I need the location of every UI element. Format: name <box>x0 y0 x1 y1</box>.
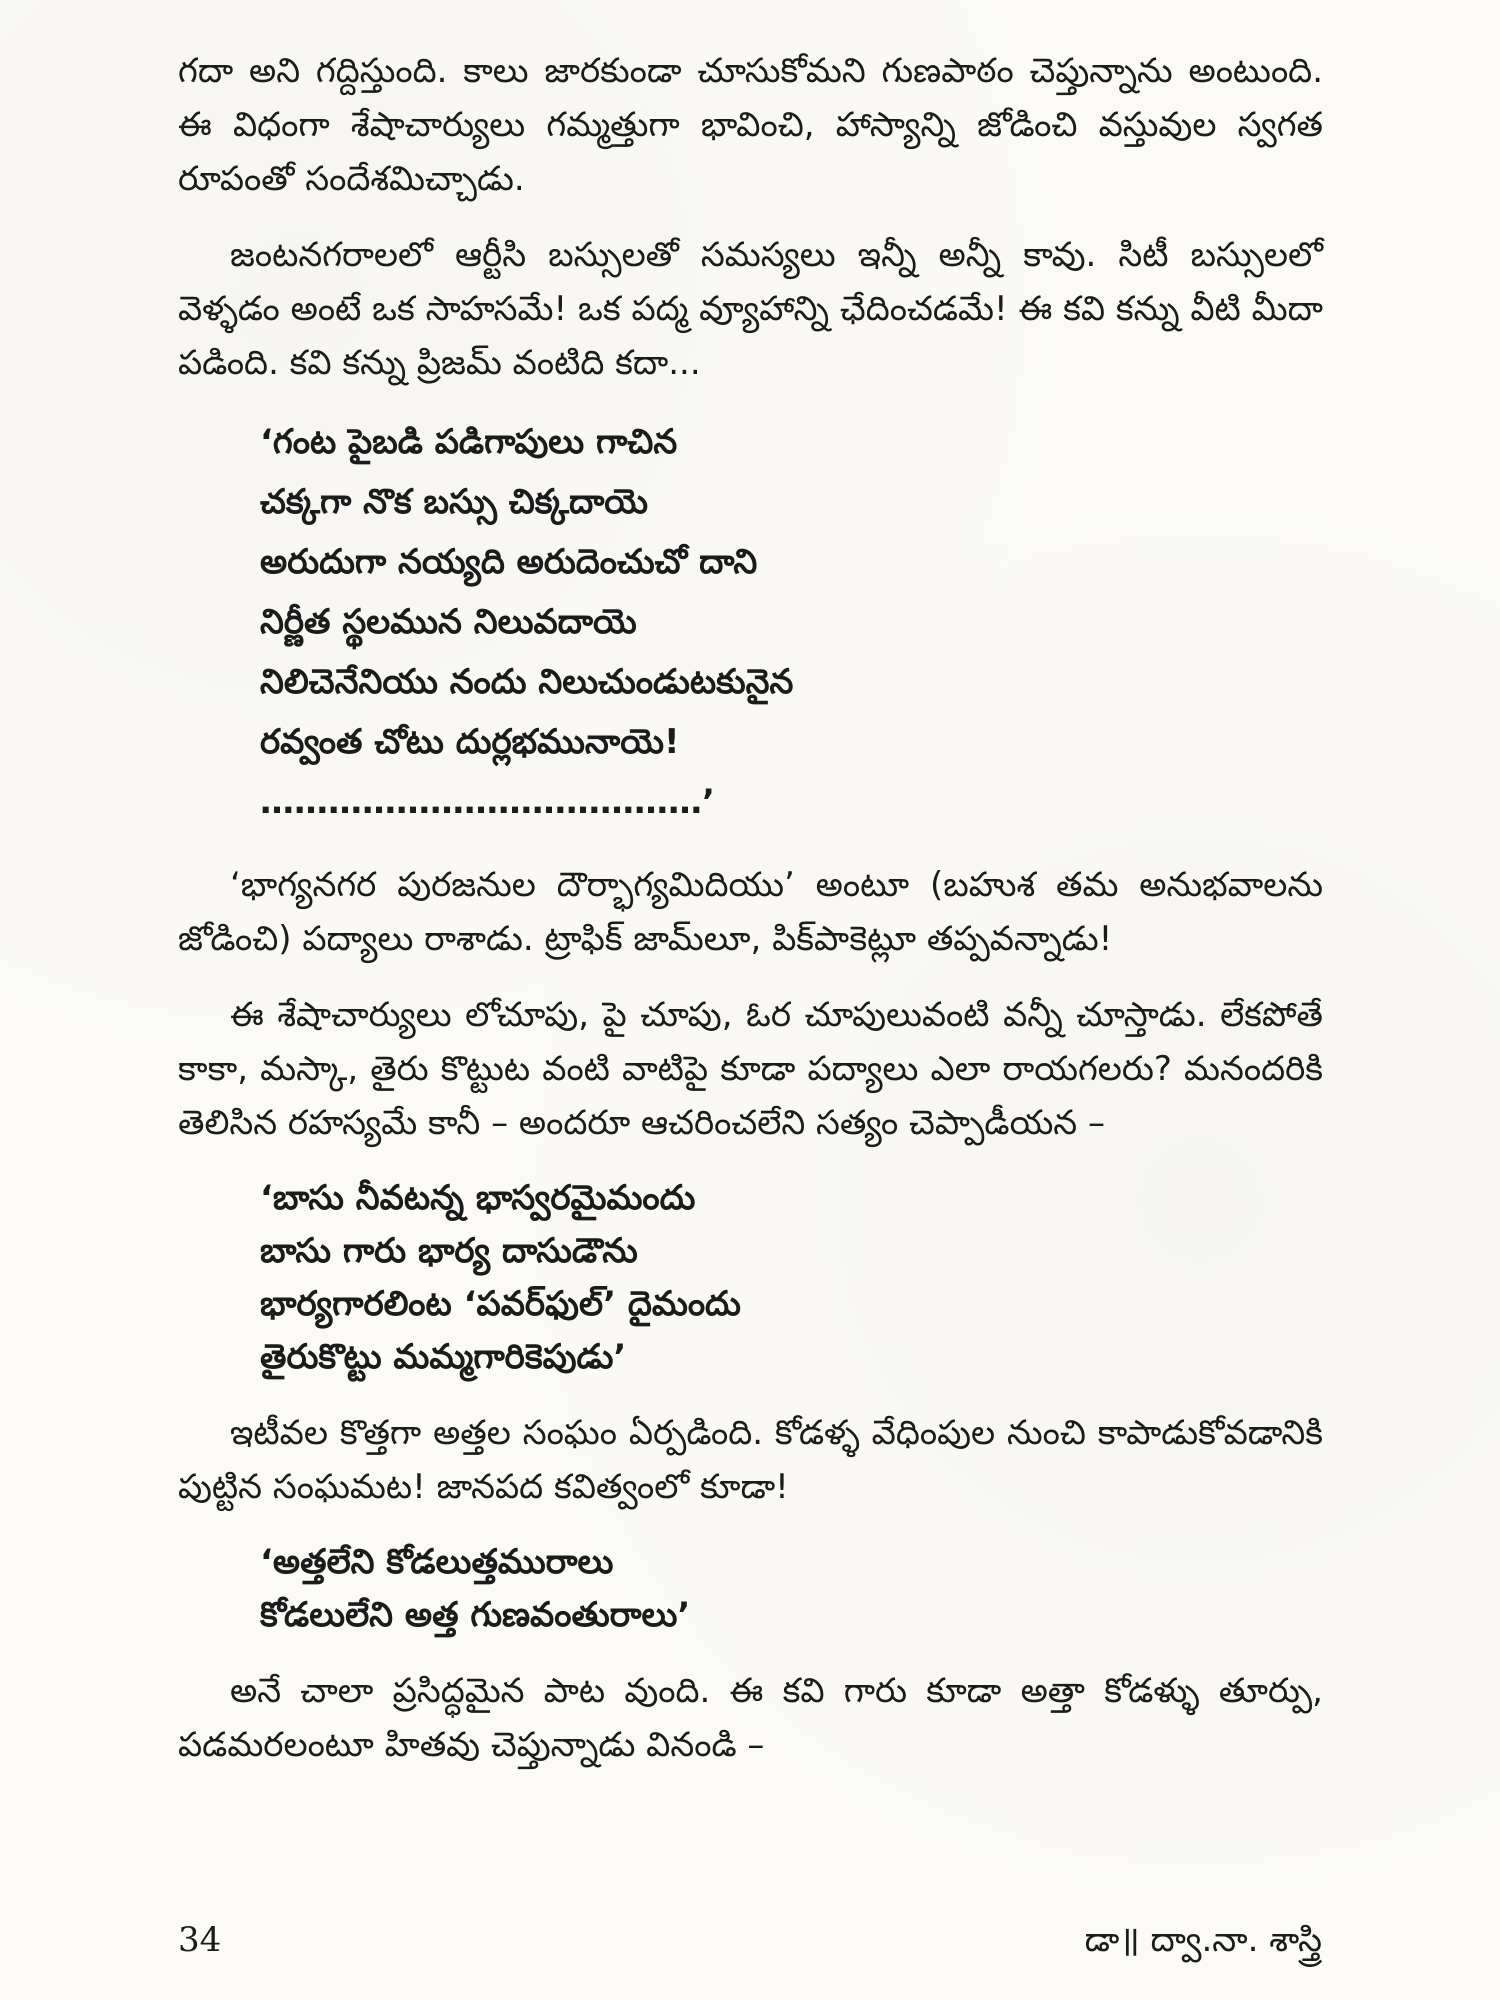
paragraph-5: ఇటీవల కొత్తగా అత్తల సంఘం ఏర్పడింది. కోడళ్ళ వేధింపుల నుంచి కాపాడుకోవడానికి పుట్టిన సంఘమట! జానపద కవిత్వంలో కూడా! <box>178 1413 1323 1507</box>
poem-boss-line-4: తైరుకొట్టు మమ్మగారికెపుడు’ <box>260 1337 627 1377</box>
paragraph-gap <box>178 390 1323 412</box>
poem-bus-line-7: …………………………………’ <box>260 782 715 822</box>
poem-bus <box>178 412 1323 832</box>
poem-attha <box>178 1536 1323 1642</box>
paragraph-4: ఈ శేషాచార్యులు లోచూపు, పై చూపు, ఓర చూపులువంటి వన్నీ చూస్తాడు. లేకపోతే కాకా, మస్కా, తైరు కొట్టుట వంటి వాటిపై కూడా పద్యాలు ఎలా రాయగలరు? మనందరికి తెలిసిన రహస్యమే కానీ – అందరూ ఆచరించలేని సత్యం చెప్పాడీయన – <box>178 995 1323 1143</box>
paragraph-gap <box>178 1384 1323 1406</box>
poem-boss-line-3: భార్యగారలింట ‘పవర్‌ఫుల్’ దైమందు <box>260 1284 741 1324</box>
paragraph-gap <box>178 1642 1323 1664</box>
poem-boss-line-2: బాసు గారు భార్య దాసుడౌను <box>260 1231 638 1271</box>
paragraph-3: ‘భాగ్యనగర పురజనుల దౌర్భాగ్యమిదియు’ అంటూ (బహుశ తమ అనుభవాలను జోడించి) పద్యాలు రాశాడు. ట్రాఫిక్ జామ్‌లూ, పిక్‌పాకెట్లూ తప్పవన్నాడు! <box>178 865 1323 959</box>
poem-bus-line-6: రవ్వంత చోటు దుర్లభమునాయె! <box>260 722 680 762</box>
paragraph-1: గదా అని గద్దిస్తుంది. కాలు జారకుండా చూసుకోమని గుణపాఠం చెప్తున్నాను అంటుంది. ఈ విధంగా శేషాచార్యులు గమ్మత్తుగా భావించి, హాస్యాన్ని జోడించి వస్తువుల స్వగత రూపంతో సందేశమిచ్చాడు. <box>178 51 1323 199</box>
poem-bus-line-5: నిలిచెనేనియు నందు నిలుచుండుటకునైన <box>260 662 794 702</box>
page-number: 34 <box>178 1920 222 1960</box>
page-content <box>178 44 1323 1772</box>
paragraph-gap <box>178 966 1323 988</box>
poem-bus-line-3: అరుదుగా నయ్యది అరుదెంచుచో దాని <box>260 542 758 582</box>
paragraph-gap <box>178 1150 1323 1172</box>
poem-bus-line-4: నిర్ణీత స్థలమున నిలువదాయె <box>260 602 637 642</box>
poem-boss <box>178 1172 1323 1384</box>
poem-boss-line-1: ‘బాసు నీవటన్న భాస్వరమైమందు <box>260 1178 696 1218</box>
paragraph-gap <box>178 1514 1323 1536</box>
poem-bus-line-2: చక్కగా నొక బస్సు చిక్కదాయె <box>260 482 649 522</box>
poem-bus-line-1: ‘గంట పైబడి పడిగాపులు గాచిన <box>260 422 678 462</box>
paragraph-2: జంటనగరాలలో ఆర్టీసి బస్సులతో సమస్యలు ఇన్నీ అన్నీ కావు. సిటీ బస్సులలో వెళ్ళడం అంటే ఒక సాహసమే! ఒక పద్మ వ్యూహాన్ని ఛేదించడమే! ఈ కవి కన్ను వీటి మీదా పడింది. కవి కన్ను ప్రిజమ్ వంటిది కదా... <box>178 235 1323 383</box>
poem-attha-line-2: కోడలులేని అత్త గుణవంతురాలు’ <box>260 1595 691 1635</box>
paragraph-gap <box>178 832 1323 858</box>
poem-attha-line-1: ‘అత్తలేని కోడలుత్తమురాలు <box>260 1542 614 1582</box>
paragraph-gap <box>178 206 1323 228</box>
page-footer <box>178 1918 1322 1962</box>
paragraph-6: అనే చాలా ప్రసిద్ధమైన పాట వుంది. ఈ కవి గారు కూడా అత్తా కోడళ్ళు తూర్పు, పడమరలంటూ హితవు చెప్తున్నాడు వినండి – <box>178 1671 1323 1765</box>
author-name: డా॥ ద్వా.నా. శాస్త్రి <box>1084 1920 1322 1960</box>
